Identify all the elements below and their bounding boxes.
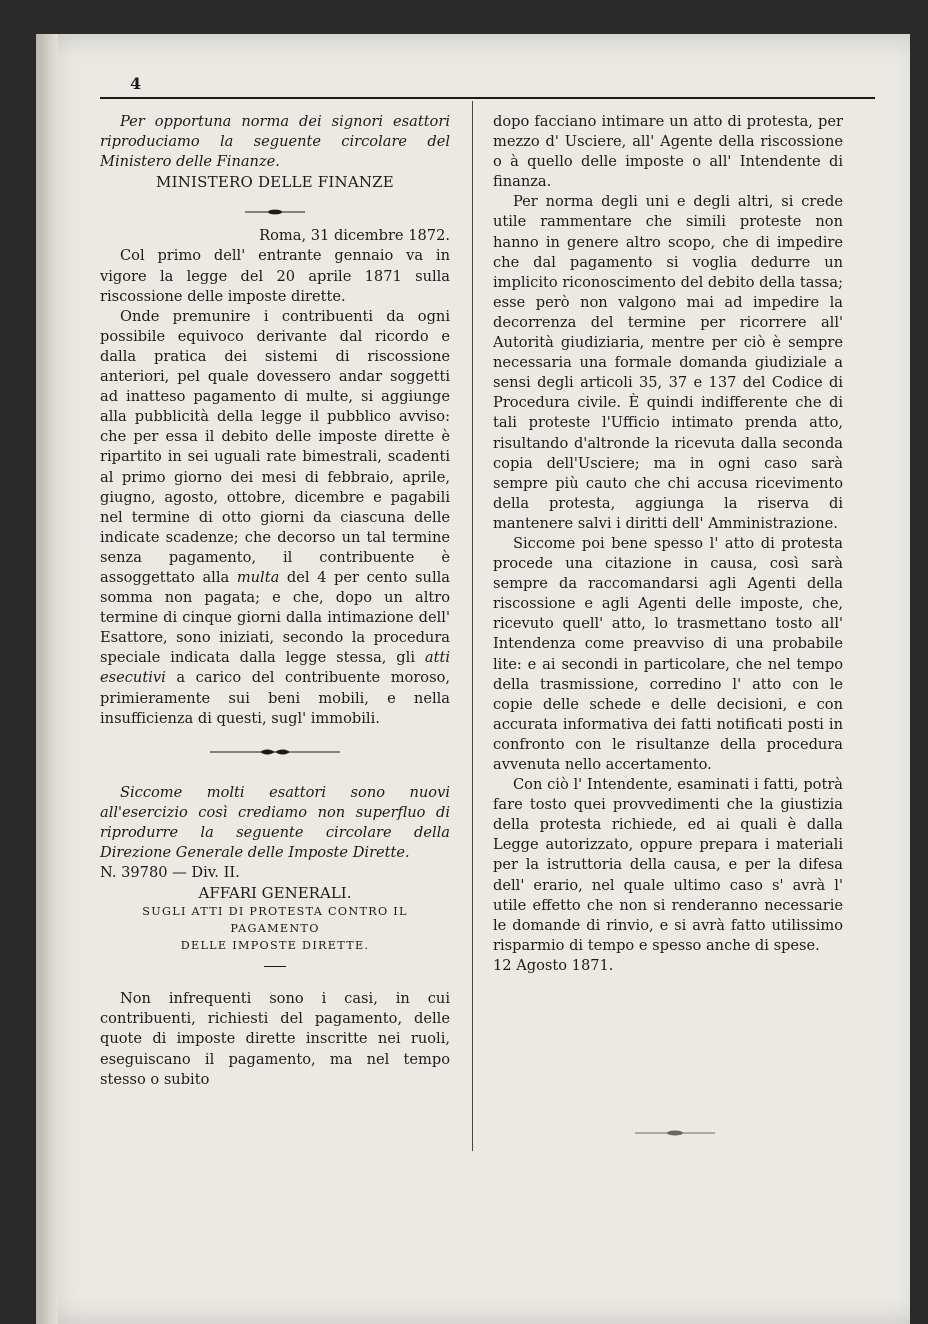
paragraph: Col primo dell' entrante gennaio va in vigore la legge del 20 aprile 1871 sulla riscossione delle imposte dirette. [100,247,450,305]
right-column [493,112,843,976]
letter-date: Roma, 31 dicembre 1872. [259,227,450,245]
ornament-divider-icon [100,198,450,226]
second-note: Siccome molti esattori sono nuovi all'esercizio così crediamo non superfluo di riprodurre la seguente circolare della Direzione Generale delle Imposte Dirette. [100,783,450,861]
header-rule [100,97,875,99]
ornament-footer-icon [635,1128,715,1138]
section-heading: AFFARI GENERALI. [198,884,352,903]
short-dash-divider [264,966,286,967]
emphasis-multa: multa [236,568,280,586]
ornament-divider-icon [100,741,450,763]
page-shadow [36,34,58,1324]
intro-note: Per opportuna norma dei signori esattori riproduciamo la seguente circolare del Ministero delle Finanze. [100,113,450,171]
paragraph: Per norma degli uni e degli altri, si crede utile rammentare che simili proteste non hanno in genere altro scopo, che di impedire che dal pagamento si voglia dedurre un implicito riconoscimento del debito della tassa; esse però non valgono mai ad impedire la decorrenza del termine per ricorrere all' Autorità giudiziaria, mentre per ciò è sempre necessaria una formale domanda giudiziale a sensi degli articoli 35, 37 e 137 del Codice di Procedura civile. È quindi indifferente che di tali proteste l'Ufficio intimato prenda atto, risultando d'altronde la ricevuta dalla seconda copia dell'Usciere; ma in ogni caso sarà sempre più cauto che chi accusa ricevimento della protesta, aggiunga la riserva di mantenere salvi i diritti dell' Amministrazione. [493,193,843,532]
ministry-heading: MINISTERO DELLE FINANZE [156,173,394,192]
paragraph-text: del 4 per cento sulla somma non pagata; e che, dopo un altro termine di cinque giorni dalla intimazione dell' Esattore, sono iniziati, secondo la procedura speciale indicata dalla legge stessa, gli [100,568,450,667]
subject-line: DELLE IMPOSTE DIRETTE. [180,939,370,953]
subject-line: SUGLI ATTI DI PROTESTA CONTRO IL PAGAMENTO [142,905,408,936]
paragraph-text: a carico del contribuente moroso, primieramente sui beni mobili, e nella insufficienza di questi, sugl' immobili. [100,669,450,727]
paragraph: Siccome poi bene spesso l' atto di protesta procede una citazione in causa, così sarà sempre da raccomandarsi agli Agenti della riscossione e agli Agenti delle imposte, che, ricevuto quell' atto, lo trasmettano tosto all' Intendenza come preavviso di una probabile lite: e ai secondi in particolare, che nel tempo della trasmissione, corredino l' atto con le copie delle schede e delle decisioni, e con accurata informativa dei fatti notificati posti in confronto con le risultanze della procedura avvenuta nello accertamento. [493,534,843,773]
paragraph [100,307,450,729]
paragraph: dopo facciano intimare un atto di protesta, per mezzo d' Usciere, all' Agente della riscossione o à quello delle imposte o all' Intendente di finanza. [493,113,843,191]
closing-date: 12 Agosto 1871. [493,956,614,974]
page-number: 4 [130,74,142,93]
paragraph: Non infrequenti sono i casi, in cui contribuenti, richiesti del pagamento, delle quote di imposte dirette inscritte nei ruoli, eseguiscano il pagamento, ma nel tempo stesso o subito [100,990,450,1088]
left-column [100,112,450,1090]
emphasis-atti-esecutivi: atti esecutivi [100,649,450,687]
paragraph-text: Onde premunire i contribuenti da ogni possibile equivoco derivante dal ricordo e dalla pratica dei sistemi di riscossione anteriori, pel quale dovessero andar soggetti ad inatteso pagamento di multe, si aggiunge alla pubblicità della legge il pubblico avviso: che per essa il debito delle imposte dirette è ripartito in sei uguali rate bimestrali, scadenti al primo giorno dei mesi di febbraio, aprile, giugno, agosto, ottobre, dicembre e pagabili nel termine di otto giorni da ciascuna delle indicate scadenze; che decorso un tal termine senza pagamento, il contribuente è assoggettato alla [100,307,450,586]
column-divider [472,101,473,1151]
paragraph: Con ciò l' Intendente, esaminati i fatti, potrà fare tosto quei provvedimenti che la giustizia della protesta richiede, ed ai quali è dalla Legge autorizzato, oppure prepara i materiali per la istruttoria della causa, e per la difesa dell' erario, nel quale ultimo caso s' avrà l' utile effetto che non si renderanno necessarie le domande di rinvio, e si avrà fatto utilissimo risparmio di tempo e spesso anche di spese. [493,776,843,954]
reference-number: N. 39780 — Div. II. [100,864,240,882]
